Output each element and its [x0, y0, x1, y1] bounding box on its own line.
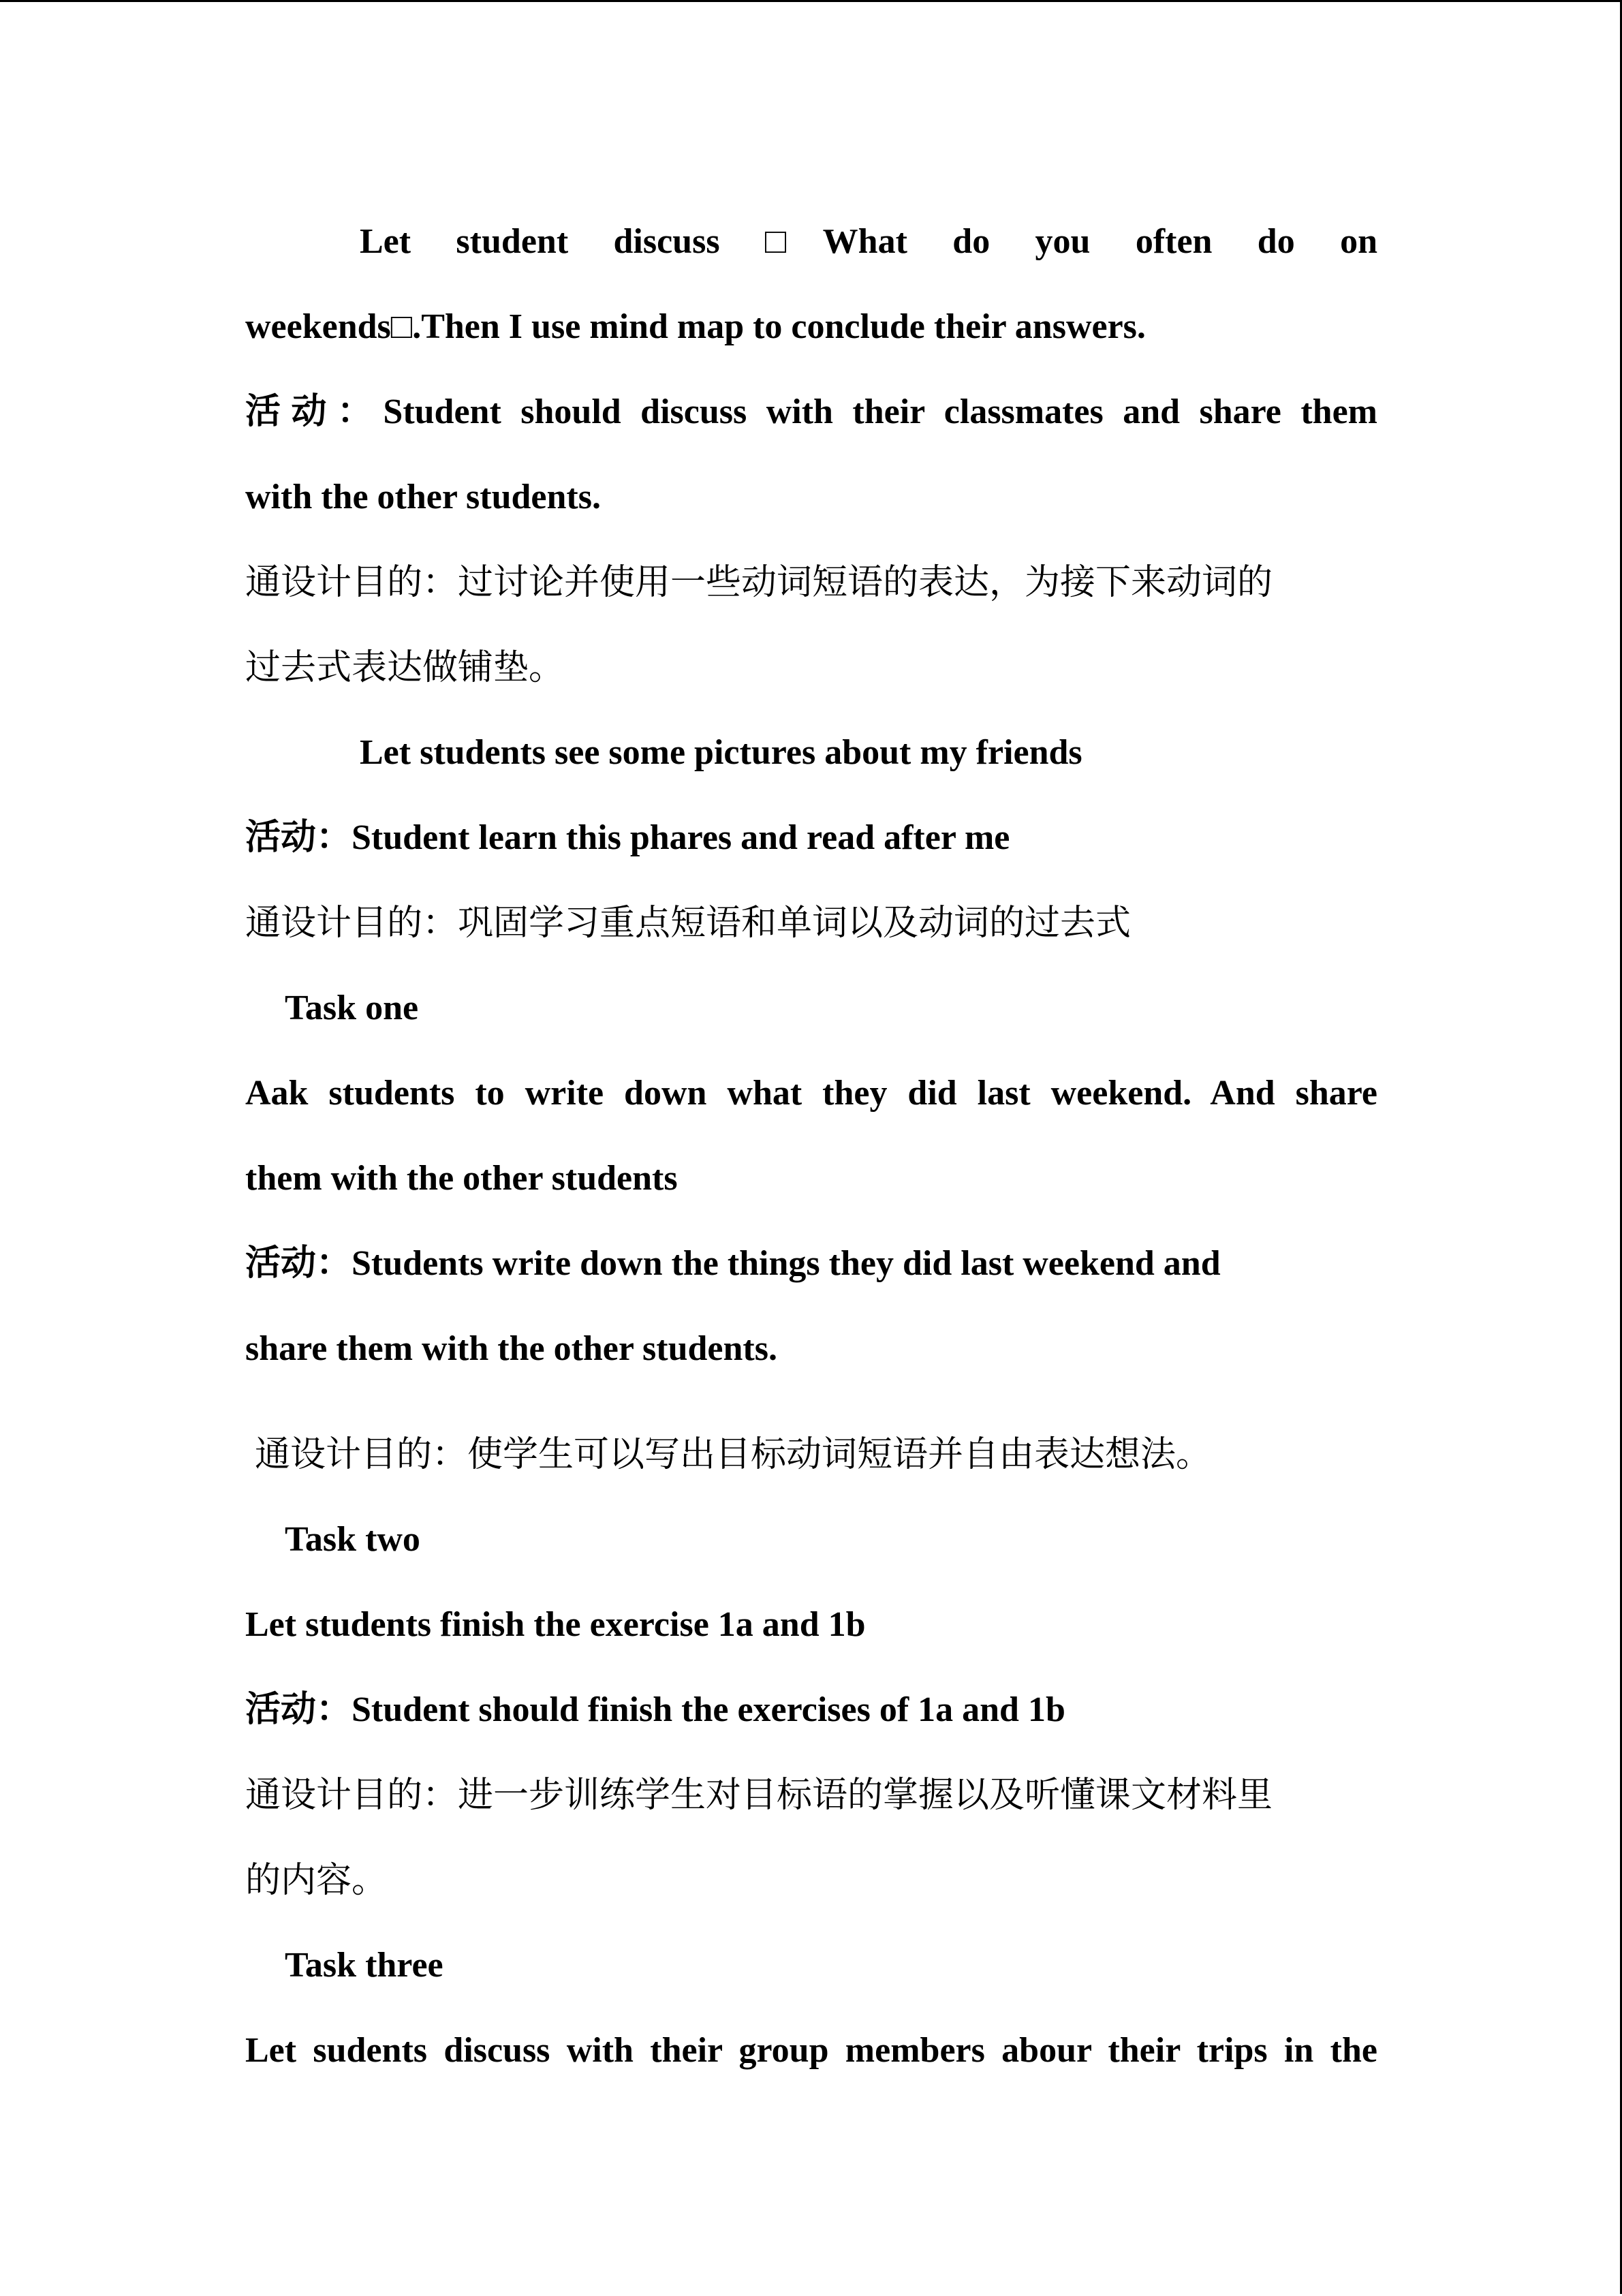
- activity-line: with the other students.: [245, 478, 601, 516]
- paragraph-line: them with the other students: [245, 1159, 678, 1198]
- purpose-line: 过去式表达做铺垫。: [245, 647, 565, 688]
- activity-line: 活动：Student learn this phares and read after me: [245, 818, 1010, 857]
- task-heading: Task two: [285, 1520, 420, 1559]
- purpose-line: 的内容。: [245, 1860, 388, 1901]
- purpose-line: 通设计目的：使学生可以写出目标动词短语并自由表达想法。: [255, 1434, 1212, 1475]
- purpose-line: 通设计目的：过讨论并使用一些动词短语的表达，为接下来动词的: [245, 562, 1273, 603]
- activity-line: 活动：Student should discuss with their classmates and share them: [245, 392, 1377, 431]
- task-heading: Task one: [285, 989, 419, 1027]
- purpose-line: 通设计目的：巩固学习重点短语和单词以及动词的过去式: [245, 903, 1132, 944]
- activity-line: 活动：Students write down the things they did last weekend and: [245, 1244, 1221, 1283]
- task-heading: Task three: [285, 1946, 443, 1985]
- purpose-line: 通设计目的：进一步训练学生对目标语的掌握以及听懂课文材料里: [245, 1775, 1273, 1816]
- paragraph-line: Let sudents discuss with their group members abour their trips in the: [245, 2031, 1377, 2070]
- paragraph-line: Let students finish the exercise 1a and 1b: [245, 1605, 866, 1644]
- paragraph-line: Aak students to write down what they did last weekend. And share: [245, 1074, 1377, 1113]
- document-body: [0, 2, 1622, 2296]
- paragraph-line: weekends□.Then I use mind map to conclude their answers.: [245, 307, 1146, 346]
- paragraph-line: Let students see some pictures about my friends: [360, 733, 1082, 772]
- activity-line: 活动：Student should finish the exercises of 1a and 1b: [245, 1690, 1065, 1729]
- activity-line: share them with the other students.: [245, 1329, 777, 1368]
- paragraph-line: Let student discuss □What do you often do on: [360, 222, 1377, 261]
